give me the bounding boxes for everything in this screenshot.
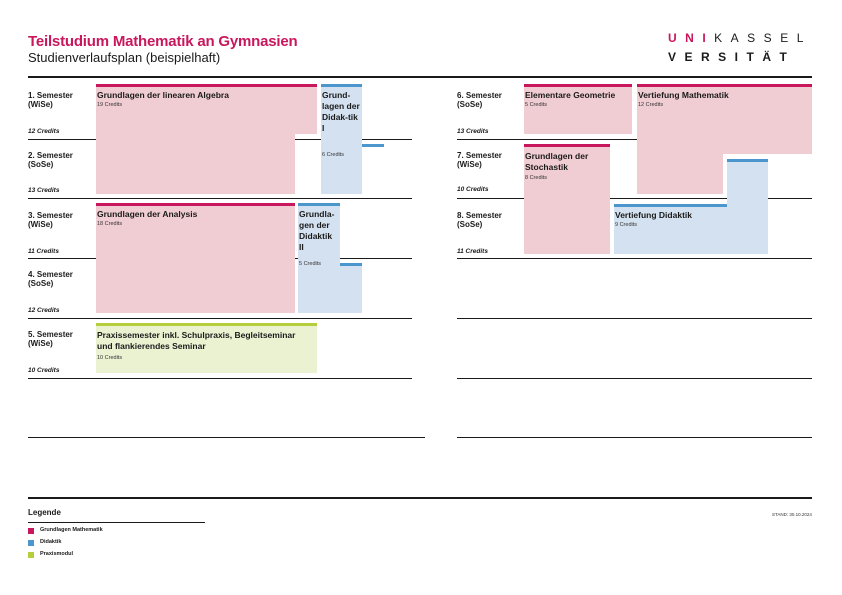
legend-label-mathematik: Grundlagen Mathematik xyxy=(40,527,103,533)
module-vertiefung-didaktik-title: Vertiefung Didaktik xyxy=(615,210,692,220)
university-logo xyxy=(668,31,812,45)
module-didaktik-2-credits: 5 Credits xyxy=(299,261,322,267)
legend-label-praxis: Praxismodul xyxy=(40,551,74,557)
module-vertiefung-didaktik-ext xyxy=(727,159,768,204)
legend-swatch-praxis xyxy=(28,552,34,558)
semester-3-label: 3. Semester (WiSe) xyxy=(28,211,73,229)
semester-7-label: 7. Semester (WiSe) xyxy=(457,151,502,169)
module-vertiefung-mathematik-title: Vertiefung Mathematik xyxy=(638,90,729,100)
module-elementare-geometrie-credits: 5 Credits xyxy=(525,102,548,108)
module-praxissemester-title: Praxissemester inkl. Schulpraxis, Begleitseminar und flankierendes Seminar xyxy=(97,330,296,351)
module-stochastik-title: Grundlagen der Stochastik xyxy=(525,151,589,172)
semester-6-label: 6. Semester (SoSe) xyxy=(457,91,502,109)
semester-2-label: 2. Semester (SoSe) xyxy=(28,151,73,169)
semester-divider xyxy=(345,318,375,319)
module-lineare-algebra-ext xyxy=(96,134,295,194)
semester-divider xyxy=(28,437,425,438)
module-vertiefung-mathematik-credits: 12 Credits xyxy=(638,102,664,108)
legend-swatch-didaktik xyxy=(28,540,34,546)
module-didaktik-2-title: Grundla-gen der Didaktik II xyxy=(299,209,335,252)
module-didaktik-1-title: Grund-lagen der Didak-tik I xyxy=(322,90,360,133)
module-praxissemester-credits: 10 Credits xyxy=(97,355,123,361)
module-analysis-title: Grundlagen der Analysis xyxy=(97,209,198,219)
module-stochastik-credits: 8 Credits xyxy=(525,175,548,181)
module-bar-didaktik xyxy=(321,84,362,87)
semester-divider xyxy=(457,318,812,319)
module-vertiefung-mathematik-ext xyxy=(637,154,723,194)
module-elementare-geometrie-title: Elementare Geometrie xyxy=(525,90,616,100)
header-divider xyxy=(28,76,812,78)
module-bar-mathematik xyxy=(637,84,812,87)
semester-2-credits: 13 Credits xyxy=(28,187,60,194)
semester-divider xyxy=(457,378,812,379)
semester-1-credits: 12 Credits xyxy=(28,128,60,135)
module-didaktik-1-credits: 6 Credits xyxy=(322,152,345,158)
semester-8-credits: 11 Credits xyxy=(457,248,488,255)
module-bar-mathematik xyxy=(96,203,295,206)
semester-7-credits: 10 Credits xyxy=(457,186,489,193)
module-bar-didaktik xyxy=(298,203,340,206)
logo-kassel: KASSEL xyxy=(714,31,812,45)
module-bar-praxis xyxy=(96,323,317,326)
legend-title: Legende xyxy=(28,508,61,517)
module-bar-didaktik xyxy=(727,159,768,162)
legend-divider xyxy=(28,497,812,499)
module-bar-mathematik xyxy=(524,144,610,147)
legend-underline xyxy=(28,522,205,523)
legend-swatch-mathematik xyxy=(28,528,34,534)
module-lineare-algebra-credits: 19 Credits xyxy=(97,102,123,108)
semester-5-label: 5. Semester (WiSe) xyxy=(28,330,73,348)
module-lineare-algebra-title: Grundlagen der linearen Algebra xyxy=(97,90,229,100)
module-bar-mathematik xyxy=(96,84,317,87)
logo-versitaet: VERSITÄT xyxy=(668,50,796,64)
semester-6-credits: 13 Credits xyxy=(457,128,489,135)
semester-4-label: 4. Semester (SoSe) xyxy=(28,270,73,288)
semester-divider xyxy=(457,258,812,259)
page-subtitle: Studienverlaufsplan (beispielhaft) xyxy=(28,50,221,65)
logo-uni: UNI xyxy=(668,31,715,45)
semester-8-label: 8. Semester (SoSe) xyxy=(457,211,502,229)
module-didaktik-2-ext xyxy=(298,263,362,313)
module-vertiefung-didaktik-credits: 9 Credits xyxy=(615,222,638,228)
module-analysis-credits: 18 Credits xyxy=(97,221,123,227)
page-title: Teilstudium Mathematik an Gymnasien xyxy=(28,33,298,50)
module-bar-didaktik xyxy=(614,204,727,207)
semester-divider xyxy=(457,437,812,438)
semester-divider xyxy=(28,198,412,199)
stand-date: STAND: 30.10.2024 xyxy=(772,512,812,517)
semester-4-credits: 12 Credits xyxy=(28,307,60,314)
semester-divider xyxy=(28,378,412,379)
semester-3-credits: 11 Credits xyxy=(28,248,59,255)
legend-label-didaktik: Didaktik xyxy=(40,539,62,545)
module-bar-didaktik xyxy=(340,263,362,266)
module-bar-mathematik xyxy=(524,84,632,87)
semester-1-label: 1. Semester (WiSe) xyxy=(28,91,73,109)
module-bar-didaktik xyxy=(362,144,384,147)
semester-5-credits: 10 Credits xyxy=(28,367,60,374)
